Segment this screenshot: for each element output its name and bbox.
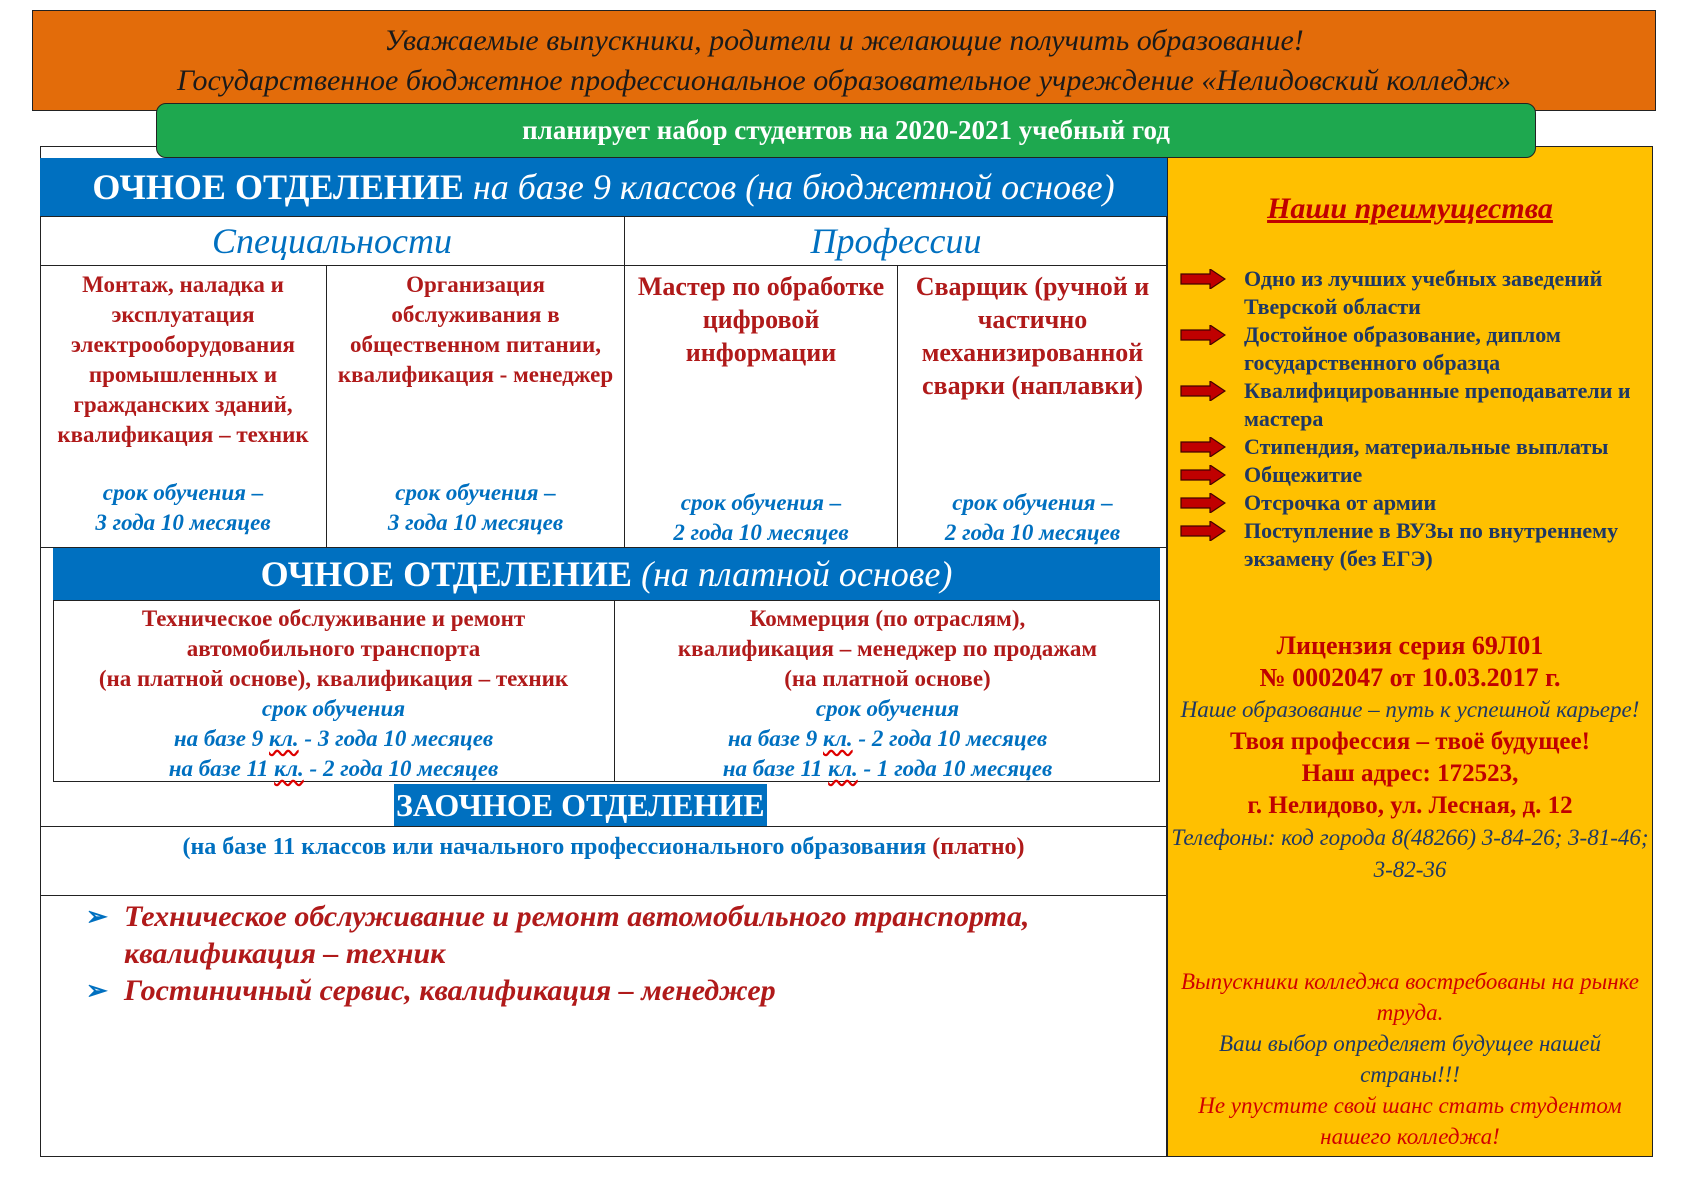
paid-program-line: (на платной основе), квалификация – техник	[98, 666, 569, 691]
advantage-text: Достойное образование, диплом государственного образца	[1244, 322, 1561, 375]
paid-program-cell	[53, 600, 615, 782]
closing-line: Не упустите свой шанс стать студентом нашего колледжа!	[1198, 1093, 1622, 1149]
bullet-arrow-icon: ➢	[86, 902, 108, 931]
budget-title-rest: на базе 9 классов (на бюджетной основе)	[472, 167, 1115, 207]
program-term	[40, 478, 326, 538]
term-value: на базе 9 кл. - 3 года 10 месяцев	[173, 726, 494, 751]
red-arrow-icon	[1180, 433, 1244, 461]
paid-program-line: квалификация – менеджер по продажам	[677, 636, 1098, 661]
budget-title-main: ОЧНОЕ ОТДЕЛЕНИЕ	[92, 167, 464, 207]
advantage-item	[1180, 461, 1646, 489]
paid-section-title	[53, 548, 1160, 600]
term-value: 2 года 10 месяцев	[944, 520, 1121, 545]
phones-text: Телефоны: код города 8(48266) 3-84-26; 3-81-46; 3-82-36	[1171, 825, 1649, 882]
list-item	[86, 972, 1146, 1009]
advantage-item	[1180, 321, 1646, 377]
term-label: срок обучения –	[102, 480, 264, 505]
program-cell	[40, 266, 327, 548]
term-label: срок обучения –	[952, 490, 1113, 515]
advantage-text: Стипендия, материальные выплаты	[1244, 434, 1609, 459]
program-cell	[625, 266, 898, 548]
paid-title-main: ОЧНОЕ ОТДЕЛЕНИЕ	[260, 554, 633, 594]
enrollment-text: планирует набор студентов на 2020-2021 учебный год	[522, 115, 1170, 145]
term-label: срок обучения	[815, 696, 960, 721]
advantages-list	[1180, 265, 1646, 573]
paid-program-cell	[615, 600, 1160, 782]
header-greeting: Уважаемые выпускники, родители и желающие получить образование!	[384, 24, 1304, 57]
correspondence-note	[40, 826, 1167, 896]
program-name: Организация обслуживания в общественном питании, квалификация - менеджер	[337, 272, 614, 387]
red-arrow-icon	[1180, 265, 1244, 321]
correspondence-title-text: ЗАОЧНОЕ ОТДЕЛЕНИЕ	[396, 787, 765, 823]
program-cell	[898, 266, 1167, 548]
red-arrow-icon	[1180, 377, 1244, 433]
advantage-item	[1180, 433, 1646, 461]
professions-heading: Профессии	[625, 216, 1167, 266]
enrollment-banner	[156, 103, 1536, 158]
motto-text: Твоя профессия – твоё будущее!	[1230, 728, 1590, 755]
address-line: г. Нелидово, ул. Лесная, д. 12	[1247, 792, 1573, 819]
advantage-text: Общежитие	[1244, 462, 1363, 487]
term-value: на базе 11 кл. - 2 года 10 месяцев	[168, 756, 499, 781]
term-value: на базе 9 кл. - 2 года 10 месяцев	[727, 726, 1048, 751]
program-term	[625, 488, 897, 548]
list-item	[86, 898, 1146, 972]
advantage-text: Отсрочка от армии	[1244, 490, 1437, 515]
paid-title-rest: (на платной основе)	[641, 554, 953, 594]
license-number: № 0002047 от 10.03.2017 г.	[1259, 663, 1561, 692]
paid-program-line: (на платной основе)	[784, 666, 991, 691]
closing-line: Ваш выбор определяет будущее нашей страны!!!	[1219, 1031, 1601, 1087]
red-arrow-icon	[1180, 321, 1244, 377]
header-institution: Государственное бюджетное профессиональное образовательное учреждение «Нелидовский колледж»	[176, 64, 1512, 97]
advantage-text: Квалифицированные преподаватели и мастера	[1244, 378, 1631, 431]
red-arrow-icon	[1180, 517, 1244, 573]
list-item-text: Гостиничный сервис, квалификация – менеджер	[124, 974, 776, 1007]
paid-program-line: Коммерция (по отраслям),	[749, 606, 1026, 631]
specialties-heading: Специальности	[40, 216, 625, 266]
term-label: срок обучения	[261, 696, 406, 721]
correspondence-note-text: (на базе 11 классов или начального профессионального образования	[182, 834, 933, 860]
advantage-text: Поступление в ВУЗы по внутреннему экзамену (без ЕГЭ)	[1244, 518, 1619, 571]
list-item-text: Техническое обслуживание и ремонт автомобильного транспорта, квалификация – техник	[124, 900, 1030, 970]
term-value: 3 года 10 месяцев	[95, 510, 271, 535]
advantage-text: Одно из лучших учебных заведений Тверской области	[1244, 266, 1603, 319]
paid-program-line: автомобильного транспорта	[186, 636, 481, 661]
advantages-title: Наши преимущества	[1267, 192, 1553, 225]
license-line: Лицензия серия 69Л01	[1276, 631, 1544, 660]
term-value: на базе 11 кл. - 1 года 10 месяцев	[722, 756, 1053, 781]
program-name: Монтаж, наладка и эксплуатация электрооборудования промышленных и гражданских зданий, квалификация – техник	[57, 272, 309, 447]
slogan-text: Наше образование – путь к успешной карьере!	[1180, 697, 1640, 722]
advantage-item	[1180, 517, 1646, 573]
program-name: Мастер по обработке цифровой информации	[637, 272, 885, 367]
program-cell	[327, 266, 625, 548]
red-arrow-icon	[1180, 461, 1244, 489]
correspondence-note-paid: (платно)	[932, 834, 1025, 860]
program-name: Сварщик (ручной и частично механизированной сварки (наплавки)	[915, 272, 1150, 400]
contact-info	[1167, 630, 1653, 886]
red-arrow-icon	[1180, 489, 1244, 517]
program-term	[327, 478, 624, 538]
correspondence-list	[86, 898, 1146, 1009]
header-banner	[32, 10, 1656, 111]
term-value: 2 года 10 месяцев	[673, 520, 849, 545]
paid-program-line: Техническое обслуживание и ремонт	[141, 606, 526, 631]
correspondence-section-title	[394, 784, 767, 826]
term-label: срок обучения –	[395, 480, 556, 505]
term-label: срок обучения –	[680, 490, 842, 515]
budget-section-title	[40, 158, 1167, 216]
term-value: 3 года 10 месяцев	[387, 510, 564, 535]
closing-line: Выпускники колледжа востребованы на рынке труда.	[1180, 969, 1640, 1025]
advantage-item	[1180, 489, 1646, 517]
address-line: Наш адрес: 172523,	[1301, 760, 1519, 787]
bullet-arrow-icon: ➢	[86, 976, 108, 1005]
closing-message	[1167, 966, 1653, 1152]
advantage-item	[1180, 377, 1646, 433]
program-term	[898, 488, 1167, 548]
advantage-item	[1180, 265, 1646, 321]
